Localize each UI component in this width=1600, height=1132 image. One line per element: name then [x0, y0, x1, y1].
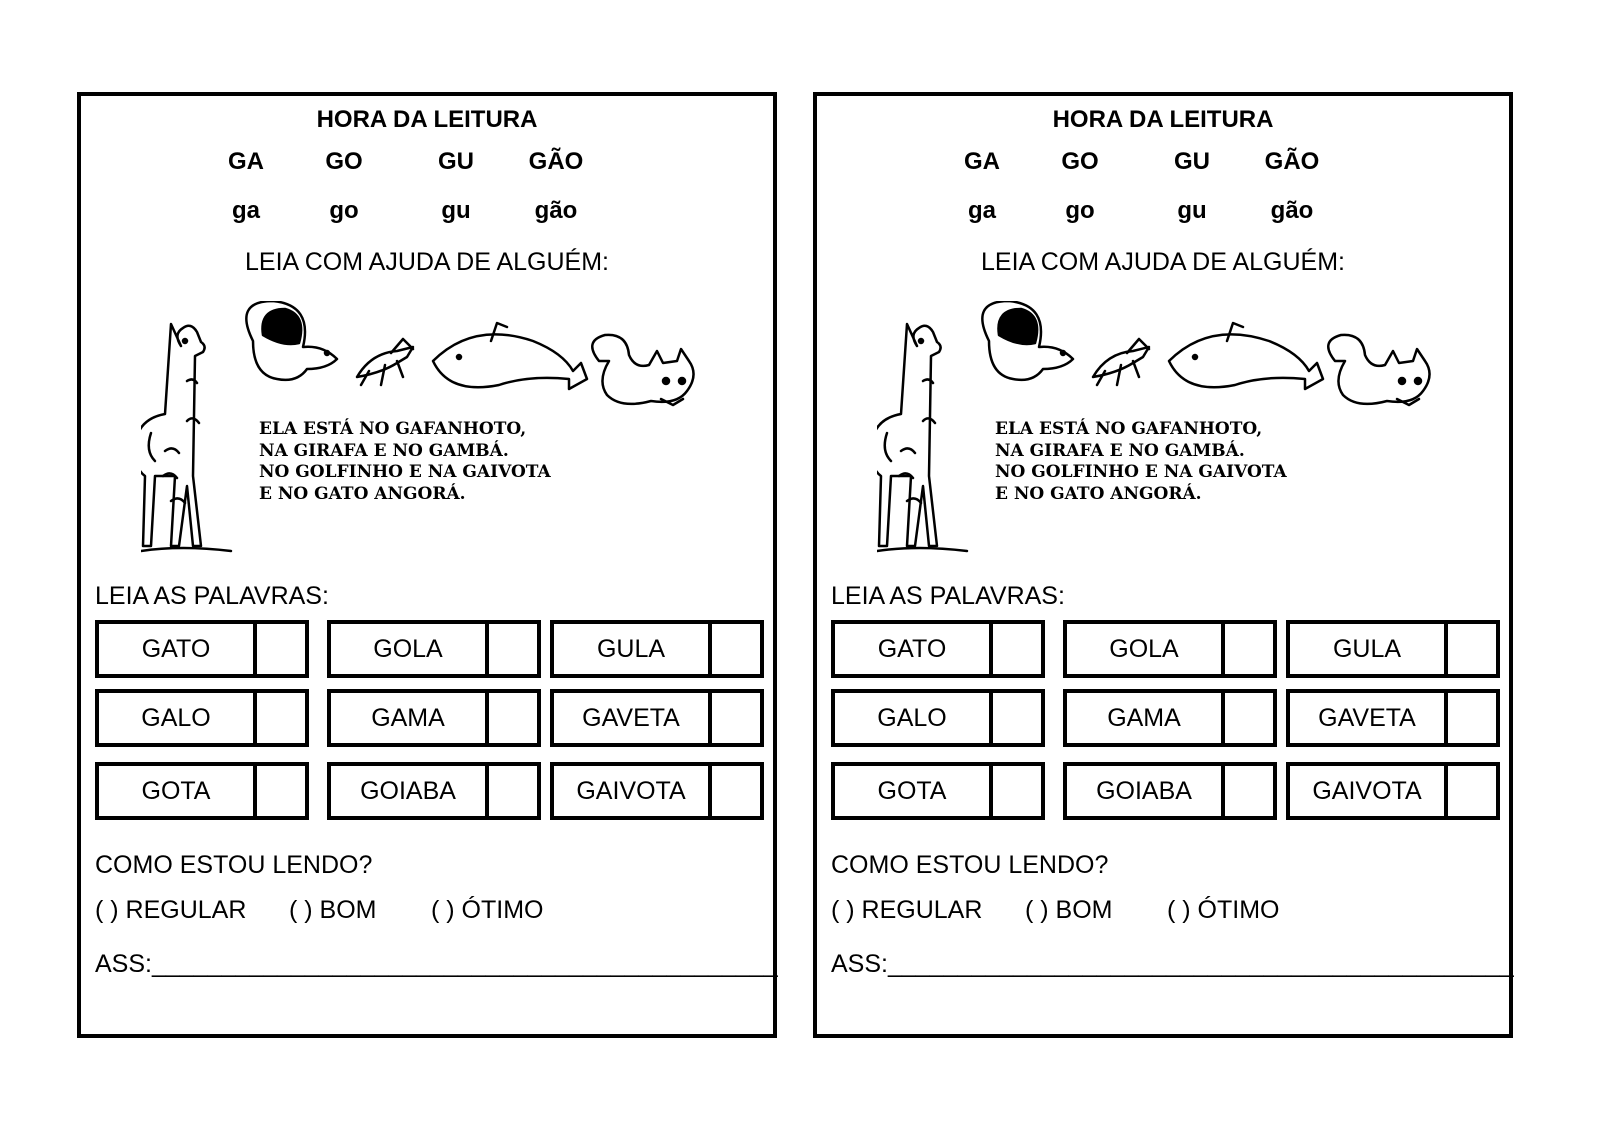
rating-option[interactable]: ( ) ÓTIMO — [431, 896, 544, 924]
check-box[interactable] — [489, 693, 537, 743]
poem-line: NO GOLFINHO E NA GAIVOTA — [259, 462, 551, 482]
syllable-upper: GÃO — [1264, 148, 1320, 175]
check-box[interactable] — [1225, 693, 1273, 743]
word-box — [327, 689, 541, 747]
signature-line[interactable]: ASS:_____________________________________________ — [831, 950, 1514, 978]
word-box — [327, 620, 541, 678]
grasshopper-drawing — [357, 339, 413, 385]
signature-line[interactable]: ASS:_____________________________________________ — [95, 950, 778, 978]
check-box[interactable] — [1448, 693, 1496, 743]
word-box — [1063, 620, 1277, 678]
word-box — [95, 762, 309, 820]
word-box — [1286, 620, 1500, 678]
syllable-lower: ga — [231, 197, 260, 224]
rating-option[interactable]: ( ) REGULAR — [831, 896, 983, 924]
self-eval-label: COMO ESTOU LENDO? — [95, 851, 373, 879]
syllable-lower: gão — [1270, 197, 1314, 224]
word-text: GULA — [1290, 624, 1448, 674]
check-box[interactable] — [712, 624, 760, 674]
rating-option[interactable]: ( ) BOM — [289, 896, 377, 924]
word-text: GAIVOTA — [1290, 766, 1448, 816]
word-box — [1286, 762, 1500, 820]
check-box[interactable] — [489, 766, 537, 816]
syllable-lower: ga — [967, 197, 996, 224]
word-box — [1063, 762, 1277, 820]
poem-line: E NO GATO ANGORÁ. — [995, 483, 1202, 504]
word-text: GAIVOTA — [554, 766, 712, 816]
syllable-lower: go — [329, 197, 359, 224]
check-box[interactable] — [1225, 766, 1273, 816]
syllable-lower: go — [1065, 197, 1095, 224]
check-box[interactable] — [993, 624, 1041, 674]
worksheet-title: HORA DA LEITURA — [316, 106, 538, 133]
syllable-lower: gão — [534, 197, 578, 224]
check-box[interactable] — [489, 624, 537, 674]
check-box[interactable] — [712, 766, 760, 816]
words-label: LEIA AS PALAVRAS: — [95, 582, 329, 610]
word-box — [831, 620, 1045, 678]
dolphin-drawing — [433, 323, 587, 389]
rating-option[interactable]: ( ) BOM — [1025, 896, 1113, 924]
worksheet-right — [813, 92, 1513, 1038]
check-box[interactable] — [1225, 624, 1273, 674]
word-text: GAMA — [331, 693, 489, 743]
syllable-upper: GÃO — [528, 148, 584, 175]
check-box[interactable] — [993, 766, 1041, 816]
word-text: GALO — [99, 693, 257, 743]
word-text: GATO — [835, 624, 993, 674]
word-text: GOIABA — [331, 766, 489, 816]
worksheet-title: HORA DA LEITURA — [1052, 106, 1274, 133]
word-text: GOIABA — [1067, 766, 1225, 816]
check-box[interactable] — [1448, 624, 1496, 674]
poem-line: NA GIRAFA E NO GAMBÁ. — [995, 440, 1245, 461]
syllable-upper: GA — [964, 148, 1000, 175]
instruction-text: LEIA COM AJUDA DE ALGUÉM: — [244, 248, 609, 276]
word-box — [95, 689, 309, 747]
check-box[interactable] — [1448, 766, 1496, 816]
syllable-upper: GU — [1174, 148, 1210, 175]
skunk-drawing — [246, 301, 337, 380]
grasshopper-drawing — [1093, 339, 1149, 385]
word-box — [831, 762, 1045, 820]
word-box — [1063, 689, 1277, 747]
poem-line: E NO GATO ANGORÁ. — [259, 483, 466, 504]
word-box — [550, 620, 764, 678]
syllable-upper: GA — [228, 148, 264, 175]
word-box — [550, 689, 764, 747]
syllable-upper: GO — [1061, 148, 1099, 175]
instruction-text: LEIA COM AJUDA DE ALGUÉM: — [980, 248, 1345, 276]
cat-drawing — [592, 335, 693, 405]
dolphin-drawing — [1169, 323, 1323, 389]
poem-line: ELA ESTÁ NO GAFANHOTO, — [259, 419, 527, 439]
check-box[interactable] — [257, 624, 305, 674]
syllable-lower: gu — [1177, 197, 1207, 224]
word-text: GULA — [554, 624, 712, 674]
self-eval-label: COMO ESTOU LENDO? — [831, 851, 1109, 879]
word-box — [1286, 689, 1500, 747]
poem-line: NA GIRAFA E NO GAMBÁ. — [259, 440, 509, 461]
check-box[interactable] — [257, 693, 305, 743]
giraffe-drawing — [141, 324, 231, 551]
poem-line: ELA ESTÁ NO GAFANHOTO, — [995, 419, 1263, 439]
giraffe-drawing — [877, 324, 967, 551]
words-label: LEIA AS PALAVRAS: — [831, 582, 1065, 610]
poem — [259, 419, 551, 505]
word-text: GOLA — [331, 624, 489, 674]
poem-line: NO GOLFINHO E NA GAIVOTA — [995, 462, 1287, 482]
syllable-lower: gu — [441, 197, 471, 224]
syllable-upper: GU — [438, 148, 474, 175]
syllable-upper: GO — [325, 148, 363, 175]
word-text: GALO — [835, 693, 993, 743]
check-box[interactable] — [993, 693, 1041, 743]
word-text: GAVETA — [1290, 693, 1448, 743]
word-box — [550, 762, 764, 820]
worksheet-left — [77, 92, 777, 1038]
rating-option[interactable]: ( ) REGULAR — [95, 896, 247, 924]
rating-option[interactable]: ( ) ÓTIMO — [1167, 896, 1280, 924]
check-box[interactable] — [712, 693, 760, 743]
word-text: GOTA — [99, 766, 257, 816]
word-text: GAVETA — [554, 693, 712, 743]
check-box[interactable] — [257, 766, 305, 816]
poem — [995, 419, 1287, 505]
word-text: GATO — [99, 624, 257, 674]
word-box — [327, 762, 541, 820]
word-text: GOLA — [1067, 624, 1225, 674]
cat-drawing — [1328, 335, 1429, 405]
word-box — [831, 689, 1045, 747]
word-box — [95, 620, 309, 678]
word-text: GAMA — [1067, 693, 1225, 743]
word-text: GOTA — [835, 766, 993, 816]
skunk-drawing — [982, 301, 1073, 380]
